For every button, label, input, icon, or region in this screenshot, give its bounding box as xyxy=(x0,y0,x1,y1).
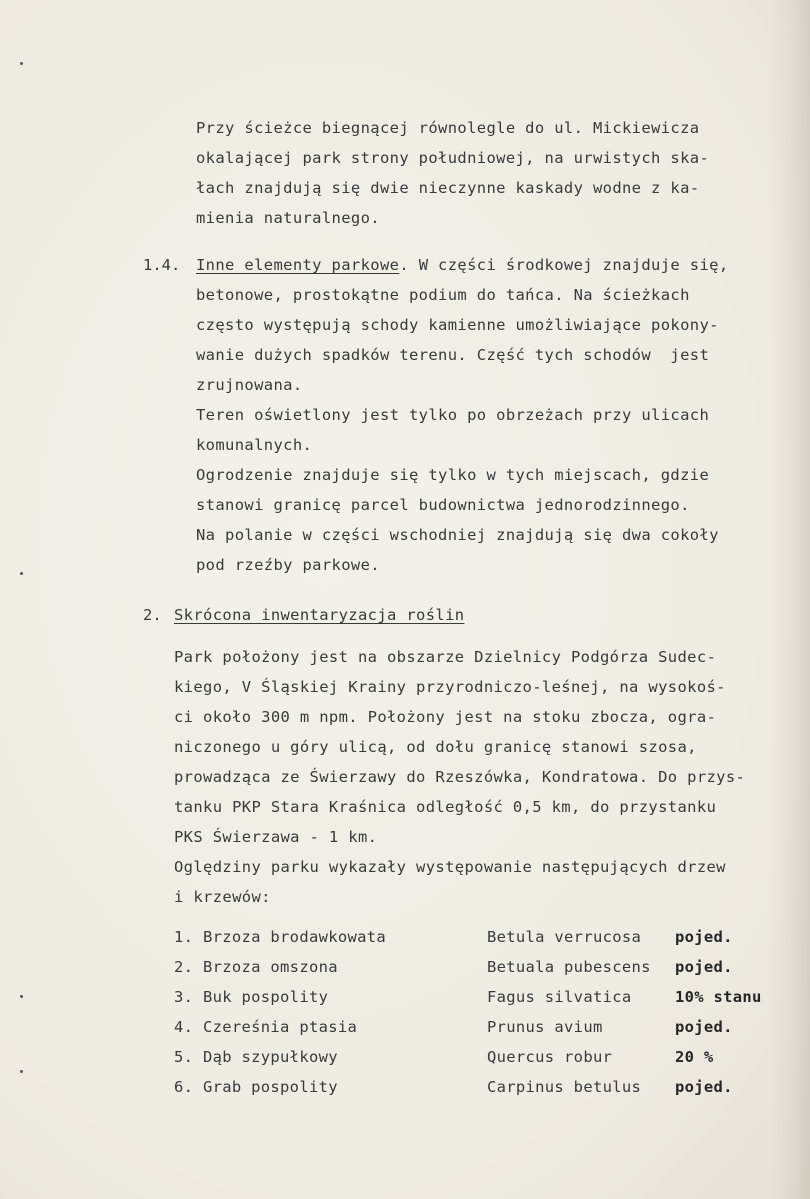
section-heading xyxy=(196,256,729,274)
section-title: Inne elementy parkowe xyxy=(196,256,400,274)
polish-name: Brzoza brodawkowata xyxy=(203,928,387,946)
polish-name: Czereśnia ptasia xyxy=(203,1018,358,1036)
page-edge-shadow xyxy=(768,0,810,1199)
text-line: prowadząca ze Świerzawy do Rzeszówka, Kondratowa. Do przys- xyxy=(174,768,746,786)
row-number: 2. xyxy=(174,958,194,976)
row-number: 5. xyxy=(174,1048,194,1066)
row-number: 1. xyxy=(174,928,194,946)
text-line: pod rzeźby parkowe. xyxy=(196,556,380,574)
punch-mark xyxy=(20,572,23,575)
amount: 20 % xyxy=(675,1048,714,1066)
text-line: łach znajdują się dwie nieczynne kaskady wodne z ka- xyxy=(196,179,700,197)
text-line: kiego, V Śląskiej Krainy przyrodniczo-leśnej, na wysokoś- xyxy=(174,678,726,696)
text-line: i krzewów: xyxy=(174,888,271,906)
text-line: niczonego u góry ulicą, od dołu granicę stanowi szosa, xyxy=(174,738,697,756)
section-number: 2. xyxy=(143,606,162,624)
text-line: Przy ścieżce biegnącej równolegle do ul. Mickiewicza xyxy=(196,119,700,137)
text-line: tanku PKP Stara Kraśnica odległość 0,5 km, do przystanku xyxy=(174,798,717,816)
text-line: . W części środkowej znajduje się, xyxy=(399,256,729,274)
text-line: Ogrodzenie znajduje się tylko w tych miejscach, gdzie xyxy=(196,466,710,484)
section-number: 1.4. xyxy=(143,256,181,274)
latin-name: Quercus robur xyxy=(487,1048,613,1066)
row-number: 3. xyxy=(174,988,194,1006)
text-line: komunalnych. xyxy=(196,436,313,454)
text-line: często występują schody kamienne umożliwiające pokony- xyxy=(196,316,719,334)
text-line: PKS Świerzawa - 1 km. xyxy=(174,828,378,846)
amount: 10% stanu xyxy=(675,988,762,1006)
punch-mark xyxy=(20,995,23,998)
text-line: zrujnowana. xyxy=(196,376,303,394)
amount: pojed. xyxy=(675,958,733,976)
text-line: ci około 300 m npm. Położony jest na stoku zbocza, ogra- xyxy=(174,708,717,726)
latin-name: Prunus avium xyxy=(487,1018,603,1036)
text-line: Park położony jest na obszarze Dzielnicy Podgórza Sudec- xyxy=(174,648,717,666)
amount: pojed. xyxy=(675,928,733,946)
text-line: Oględziny parku wykazały występowanie następujących drzew xyxy=(174,858,726,876)
row-number: 4. xyxy=(174,1018,194,1036)
text-line: Teren oświetlony jest tylko po obrzeżach przy ulicach xyxy=(196,406,710,424)
text-line: stanowi granicę parcel budownictwa jednorodzinnego. xyxy=(196,496,690,514)
row-number: 6. xyxy=(174,1078,194,1096)
text-line: betonowe, prostokątne podium do tańca. Na ścieżkach xyxy=(196,286,690,304)
polish-name: Brzoza omszona xyxy=(203,958,338,976)
text-line: wanie dużych spadków terenu. Część tych schodów jest xyxy=(196,346,710,364)
amount: pojed. xyxy=(675,1018,733,1036)
latin-name: Carpinus betulus xyxy=(487,1078,642,1096)
text-line: okalającej park strony południowej, na urwistych ska- xyxy=(196,149,710,167)
polish-name: Grab pospolity xyxy=(203,1078,338,1096)
polish-name: Dąb szypułkowy xyxy=(203,1048,338,1066)
latin-name: Betula verrucosa xyxy=(487,928,642,946)
polish-name: Buk pospolity xyxy=(203,988,329,1006)
punch-mark xyxy=(20,62,23,65)
punch-mark xyxy=(20,1070,23,1073)
text-line: Na polanie w części wschodniej znajdują się dwa cokoły xyxy=(196,526,719,544)
text-line: mienia naturalnego. xyxy=(196,209,380,227)
section-title: Skrócona inwentaryzacja roślin xyxy=(174,606,465,624)
latin-name: Betuala pubescens xyxy=(487,958,651,976)
amount: pojed. xyxy=(675,1078,733,1096)
latin-name: Fagus silvatica xyxy=(487,988,632,1006)
